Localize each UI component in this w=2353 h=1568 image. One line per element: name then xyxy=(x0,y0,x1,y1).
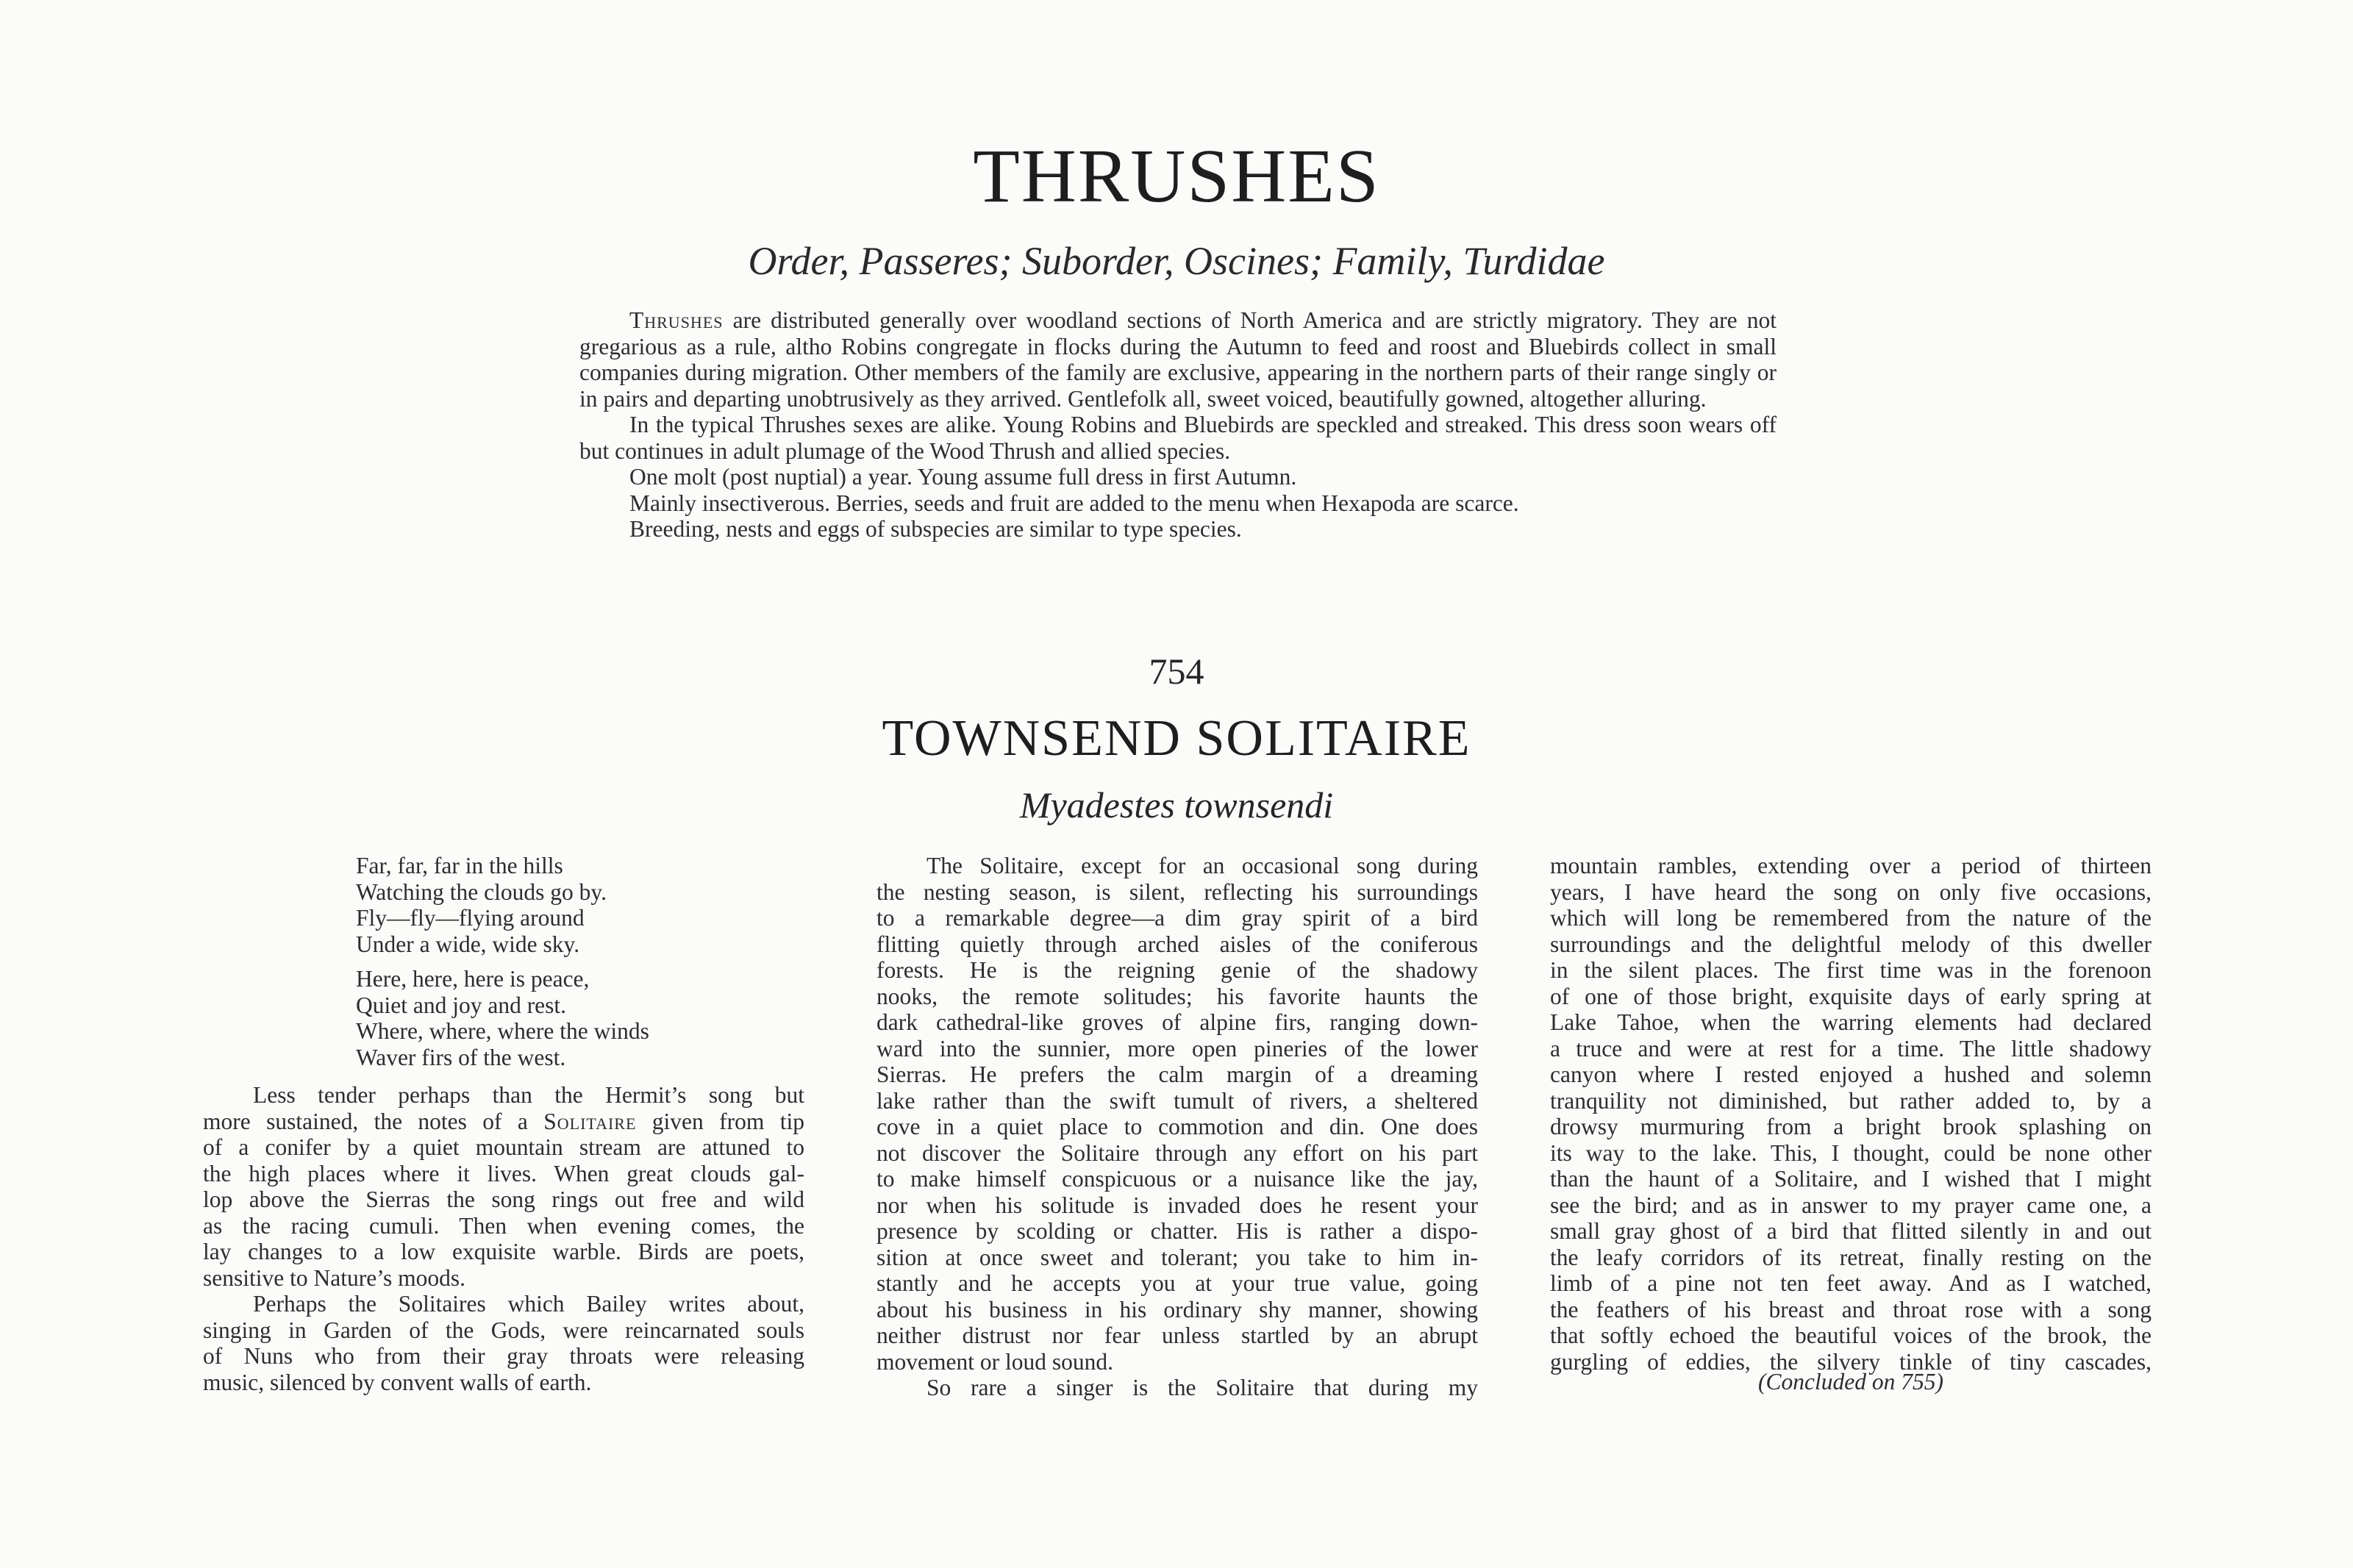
col1-smallcaps-name: Solitaire xyxy=(543,1108,637,1134)
intro-paragraph-molt: One molt (post nuptial) a year. Young assume full dress in first Autumn. xyxy=(629,464,1297,490)
col3-line: gurgling of eddies, the silvery tinkle of tiny cascades, xyxy=(1550,1348,2152,1375)
intro-paragraph-sexes: In the typical Thrushes sexes are alike. Young Robins and Bluebirds are speckled and streaked. This dress soon wears off but continues in adult plumage of the Wood Thrush and allied species. xyxy=(579,412,1777,464)
col2-line: not discover the Solitaire through any effort on his part xyxy=(876,1139,1478,1166)
col3-line: its way to the lake. This, I thought, could be none other xyxy=(1550,1139,2152,1166)
col2-line: neither distrust nor fear unless startled by an abrupt xyxy=(876,1322,1478,1348)
col2-line: nor when his solitude is invaded does he resent your xyxy=(876,1192,1478,1218)
col3-line: Lake Tahoe, when the warring elements had declared xyxy=(1550,1009,2152,1035)
col3-line: than the haunt of a Solitaire, and I wished that I might xyxy=(1550,1166,2152,1192)
text-column-2 xyxy=(876,853,1478,1401)
col1-line: Perhaps the Solitaires which Bailey writes about, xyxy=(253,1291,804,1317)
intro-paragraph-distribution xyxy=(579,307,1777,412)
poem-line: Here, here, here is peace, xyxy=(356,966,590,992)
col1-line: the high places where it lives. When great clouds gal- xyxy=(203,1160,804,1186)
col3-line: in the silent places. The first time was in the forenoon xyxy=(1550,957,2152,983)
col2-line: presence by scolding or chatter. His is rather a dispo- xyxy=(876,1218,1478,1244)
col2-line: ward into the sunnier, more open pineries of the lower xyxy=(876,1035,1478,1062)
family-classification: Order, Passeres; Suborder, Oscines; Family, Turdidae xyxy=(748,239,1605,283)
species-name: TOWNSEND SOLITAIRE xyxy=(882,710,1471,767)
col2-line: to make himself conspicuous or a nuisance like the jay, xyxy=(876,1166,1478,1192)
col3-line: see the bird; and as in answer to my prayer came one, a xyxy=(1550,1192,2152,1218)
col3-line: which will long be remembered from the nature of the xyxy=(1550,905,2152,931)
col1-line: sensitive to Nature’s moods. xyxy=(203,1264,465,1291)
col2-line: forests. He is the reigning genie of the shadowy xyxy=(876,957,1478,983)
poem-line: Quiet and joy and rest. xyxy=(356,992,567,1018)
col2-line: to a remarkable degree—a dim gray spirit of a bird xyxy=(876,905,1478,931)
col2-line: movement or loud sound. xyxy=(876,1348,1113,1375)
col3-line: a truce and were at rest for a time. The little shadowy xyxy=(1550,1035,2152,1062)
col2-line: about his business in his ordinary shy manner, showing xyxy=(876,1296,1478,1322)
col1-line: music, silenced by convent walls of earth. xyxy=(203,1369,592,1395)
col3-line: years, I have heard the song on only five occasions, xyxy=(1550,878,2152,905)
intro-text: are distributed generally over woodland sections of North America and are strictly migratory. They are not gregarious as a rule, altho Robins congregate in flocks during the Autumn to feed and roost and Bluebirds collect in small companies during migration. Other members of the family are exclusive, appearing in the northern parts of their range singly or in pairs and departing unobtrusively as they arrived. Gentlefolk all, sweet voiced, beautifully gowned, altogether alluring. xyxy=(579,307,1777,412)
intro-paragraph-breeding: Breeding, nests and eggs of subspecies are similar to type species. xyxy=(629,516,1242,542)
col2-line: cove in a quiet place to commotion and din. One does xyxy=(876,1114,1478,1139)
text-column-3 xyxy=(1550,853,2152,1375)
species-latin-name: Myadestes townsendi xyxy=(1019,784,1334,826)
col2-line: sition at once sweet and tolerant; you take to him in- xyxy=(876,1244,1478,1270)
col3-line: canyon where I rested enjoyed a hushed and solemn xyxy=(1550,1062,2152,1087)
col3-line: of one of those bright, exquisite days of early spring at xyxy=(1550,983,2152,1009)
poem-line: Fly—fly—flying around xyxy=(356,905,585,931)
col3-line: small gray ghost of a bird that flitted silently in and out xyxy=(1550,1218,2152,1244)
col3-line: the leafy corridors of its retreat, finally resting on the xyxy=(1550,1244,2152,1270)
col1-line: lop above the Sierras the song rings out free and wild xyxy=(203,1186,804,1212)
col2-line: Sierras. He prefers the calm margin of a dreaming xyxy=(876,1062,1478,1087)
family-title: THRUSHES xyxy=(973,134,1380,218)
col2-line: The Solitaire, except for an occasional song during xyxy=(926,853,1478,878)
col2-line: lake rather than the swift tumult of rivers, a sheltered xyxy=(876,1087,1478,1114)
text-column-1 xyxy=(203,1082,804,1395)
col3-line: surroundings and the delightful melody of this dweller xyxy=(1550,931,2152,957)
col3-line: drowsy murmuring from a bright brook splashing on xyxy=(1550,1114,2152,1139)
poem-line: Where, where, where the winds xyxy=(356,1018,649,1044)
col1-line: of Nuns who from their gray throats were releasing xyxy=(203,1343,804,1369)
col1-text: more sustained, the notes of a xyxy=(203,1108,544,1134)
col1-line: Less tender perhaps than the Hermit’s song but xyxy=(253,1082,804,1108)
intro-lead: Thrushes xyxy=(629,307,724,333)
col3-line: tranquility not diminished, but rather added to, by a xyxy=(1550,1087,2152,1114)
col3-line: mountain rambles, extending over a period of thirteen xyxy=(1550,853,2152,878)
family-intro xyxy=(579,307,1777,543)
col2-line: flitting quietly through arched aisles of the coniferous xyxy=(876,931,1478,957)
continued-note: (Concluded on 755) xyxy=(1758,1369,1943,1395)
col3-line: that softly echoed the beautiful voices of the brook, the xyxy=(1550,1322,2152,1348)
col2-line: the nesting season, is silent, reflecting his surroundings xyxy=(876,878,1478,905)
col1-line xyxy=(203,1109,804,1135)
col3-line: limb of a pine not ten feet away. And as I watched, xyxy=(1550,1270,2152,1296)
poem-line: Watching the clouds go by. xyxy=(356,878,607,905)
col2-line: dark cathedral-like groves of alpine firs, ranging down- xyxy=(876,1009,1478,1035)
intro-paragraph-food: Mainly insectiverous. Berries, seeds and fruit are added to the menu when Hexapoda are scarce. xyxy=(629,490,1519,516)
col3-line: the feathers of his breast and throat rose with a song xyxy=(1550,1296,2152,1322)
poem-stanza-1 xyxy=(356,853,797,957)
col1-line: as the racing cumuli. Then when evening comes, the xyxy=(203,1212,804,1239)
poem-line: Under a wide, wide sky. xyxy=(356,931,580,957)
col2-line: stantly and he accepts you at your true value, going xyxy=(876,1270,1478,1296)
col1-line: lay changes to a low exquisite warble. Birds are poets, xyxy=(203,1239,804,1264)
col2-line: So rare a singer is the Solitaire that during my xyxy=(926,1375,1478,1400)
col2-line: nooks, the remote solitudes; his favorite haunts the xyxy=(876,983,1478,1009)
species-number: 754 xyxy=(1149,651,1204,692)
poem-line: Waver firs of the west. xyxy=(356,1044,566,1070)
col1-line: singing in Garden of the Gods, were reincarnated souls xyxy=(203,1317,804,1343)
col1-line: of a conifer by a quiet mountain stream are attuned to xyxy=(203,1134,804,1160)
col1-text: given from tip xyxy=(636,1108,804,1134)
poem-stanza-2 xyxy=(356,966,797,1070)
poem-line: Far, far, far in the hills xyxy=(356,853,563,878)
